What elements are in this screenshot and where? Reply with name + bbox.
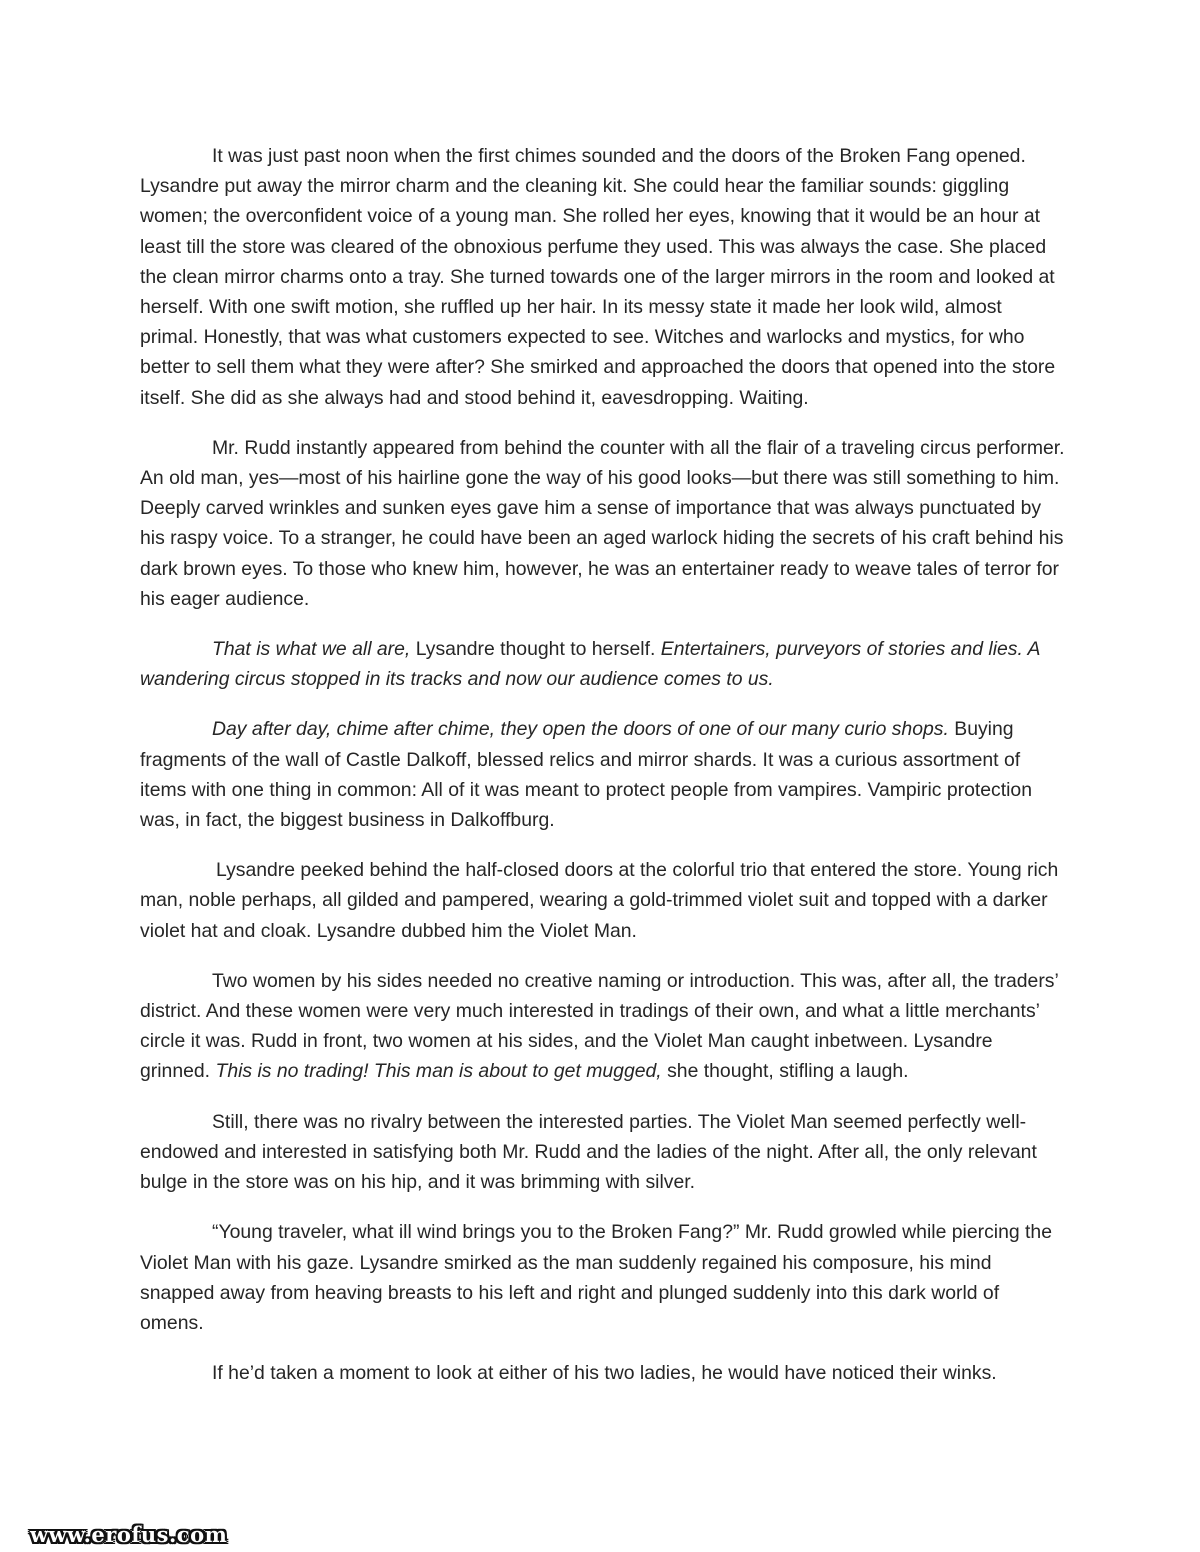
italic-text: That is what we all are, [212,638,411,661]
paragraph-text: Lysandre peeked behind the half-closed doors at the colorful trio that entered the store. Young rich man, noble perhaps, all gilded and pampered, wearing a gold-trimmed violet suit and topped with a darker violet hat and cloak. Lysandre dubbed him the Violet Man. [140,859,1059,942]
paragraph [140,433,1065,614]
paragraph-text: Buying fragments of the wall of Castle Dalkoff, blessed relics and mirror shards. It was a curious assortment of items with one thing in common: All of it was meant to protect people from vampires. Vampiric protection was, in fact, the biggest business in Dalkoffburg. [140,718,1032,832]
paragraph [140,714,1065,835]
paragraph [140,966,1065,1087]
paragraph-text: Lysandre thought to herself. [410,638,661,661]
document-body [140,141,1065,1408]
site-watermark: www.erofus.com [30,1522,228,1547]
paragraph [140,855,1065,946]
paragraph-text: It was just past noon when the first chimes sounded and the doors of the Broken Fang opened. Lysandre put away the mirror charm and the cleaning kit. She could hear the familiar sounds: giggling women; the overconfident voice of a young man. She rolled her eyes, knowing that it would be an hour at least till the store was cleared of the obnoxious perfume they used. This was always the case. She placed the clean mirror charms onto a tray. She turned towards one of the larger mirrors in the room and looked at herself. With one swift motion, she ruffled up her hair. In its messy state it made her look wild, almost primal. Honestly, that was what customers expected to see. Witches and warlocks and mystics, for who better to sell them what they were after? She smirked and approached the doors that opened into the store itself. She did as she always had and stood behind it, eavesdropping. Waiting. [140,145,1056,409]
paragraph-text: Mr. Rudd instantly appeared from behind the counter with all the flair of a traveling circus performer. An old man, yes—most of his hairline gone the way of his good looks—but there was still something to him. Deeply carved wrinkles and sunken eyes gave him a sense of importance that was always punctuated by his raspy voice. To a stranger, he could have been an aged warlock hiding the secrets of his craft behind his dark brown eyes. To those who knew him, however, he was an entertainer ready to weave tales of terror for his eager audience. [140,436,1065,610]
paragraph-text: Two women by his sides needed no creative naming or introduction. This was, after all, the traders’ district. And these women were very much interested in tradings of their own, and what a little merchants’ circle it was. Rudd in front, two women at his sides, and the Violet Man caught inbetween. Lysandre grinned. [140,969,1059,1083]
paragraph-text: Still, there was no rivalry between the interested parties. The Violet Man seemed perfectly well-endowed and interested in satisfying both Mr. Rudd and the ladies of the night. After all, the only relevant bulge in the store was on his hip, and it was brimming with silver. [140,1110,1037,1194]
paragraph [140,1217,1065,1338]
paragraph [140,634,1065,694]
paragraph [140,1358,1065,1388]
paragraph [140,1107,1065,1198]
italic-text: Day after day, chime after chime, they open the doors of one of our many curio shops. [212,718,949,741]
italic-text: This is no trading! This man is about to get mugged, [215,1060,662,1083]
paragraph-text: If he’d taken a moment to look at either of his two ladies, he would have noticed their winks. [212,1362,997,1385]
paragraph-text: she thought, stifling a laugh. [661,1060,909,1083]
paragraph-text: “Young traveler, what ill wind brings you to the Broken Fang?” Mr. Rudd growled while piercing the Violet Man with his gaze. Lysandre smirked as the man suddenly regained his composure, his mind snapped away from heaving breasts to his left and right and plunged suddenly into this dark world of omens. [140,1221,1052,1334]
paragraph [140,141,1065,413]
italic-text: Entertainers, purveyors of stories and lies. A wandering circus stopped in its tracks and now our audience comes to us. [140,638,1040,691]
